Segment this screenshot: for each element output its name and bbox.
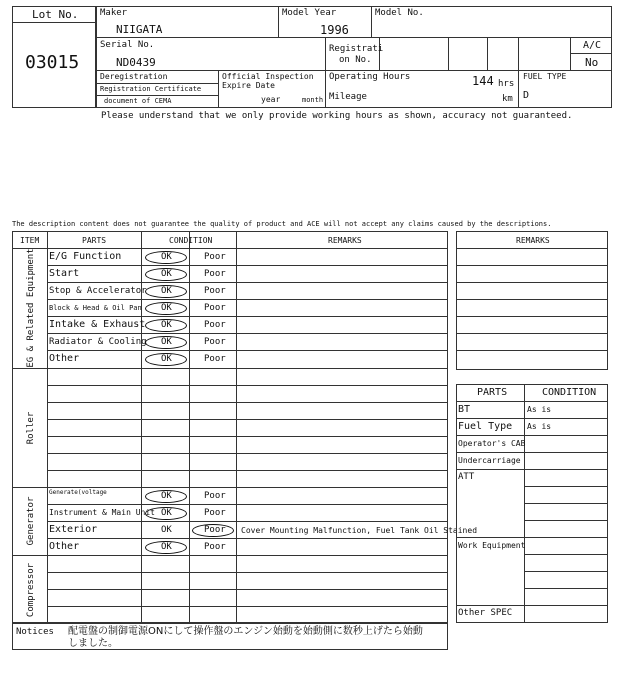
right-part-operator-cab: Operator's CAB [458,439,526,448]
header-parts: PARTS [82,236,107,245]
ac-value: No [585,56,599,69]
poor-option: Poor [204,525,226,535]
ok-option: OK [161,525,172,535]
part-start: Start [49,268,80,279]
poor-option: Poor [204,354,226,364]
part-stop-accelerator: Stop & Accelerator [49,286,147,296]
registration-label-2: on No. [339,55,372,65]
part-other-generator: Other [49,541,80,552]
serial-no-value: ND0439 [116,56,156,69]
right-part-bt: BT [458,404,471,415]
maker-label: Maker [100,8,128,18]
working-hours-note: Please understand that we only provide working hours as shown, accuracy not guaranteed. [101,111,573,121]
right-part-att: ATT [458,472,475,482]
official-inspection-label-1: Official Inspection [222,72,314,81]
right-part-other-spec: Other SPEC [458,608,513,618]
right-condition-fuel-type: As is [527,422,552,431]
maker-value: NIIGATA [116,23,163,36]
operating-hours-label: Operating Hours [329,72,411,82]
model-no-label: Model No. [375,8,424,18]
ac-label: A/C [583,40,602,51]
poor-option: Poor [204,491,226,501]
official-inspection-label-2: Expire Date [222,81,275,90]
notices-text-line1: 配電盤の制御電源ONにして操作盤のエンジン始動を始動側に数秒上げたら始動 [68,626,423,637]
poor-option: Poor [204,269,226,279]
poor-option: Poor [204,303,226,313]
header-item: ITEM [20,236,40,245]
part-generate-voltage: Generate(voltage [49,489,107,496]
month-label: month [302,96,324,104]
part-block-head-oil-pan: Block & Head & Oil Pan [49,304,142,312]
ok-option: OK [161,491,172,501]
poor-option: Poor [204,542,226,552]
ok-option: OK [161,252,172,262]
right-header-condition: CONDITION [542,387,597,398]
ok-option: OK [161,542,172,552]
poor-option: Poor [204,286,226,296]
ok-option: OK [161,354,172,364]
section-label-generator: Generator [26,496,36,546]
right-remarks-header: REMARKS [516,236,550,245]
header-condition: CONDITION [169,236,213,245]
mileage-label: Mileage [329,92,367,102]
hrs-label: hrs [498,79,515,89]
lot-no-value: 03015 [25,52,80,73]
deregistration-label: Deregistration [100,72,168,81]
registration-label-1: Registrati [329,44,384,54]
km-label: km [502,94,513,104]
disclaimer-text: The description content does not guarantee the quality of product and ACE will not accept any claims caused by the descriptions. [12,220,552,228]
ok-option: OK [161,286,172,296]
poor-option: Poor [204,320,226,330]
ok-option: OK [161,320,172,330]
right-part-undercarriage: Undercarriage [458,456,521,465]
right-header-parts: PARTS [477,387,508,398]
lot-no-label: Lot No. [32,8,79,21]
serial-no-label: Serial No. [100,40,155,50]
poor-option: Poor [204,337,226,347]
ok-option: OK [161,337,172,347]
section-label-roller: Roller [26,411,36,445]
poor-option: Poor [204,252,226,262]
document-of-cema-label: document of CEMA [104,97,172,105]
right-part-fuel-type: Fuel Type [458,421,513,432]
right-condition-bt: As is [527,405,552,414]
part-eg-function: E/G Function [49,251,122,262]
remark-exterior: Cover Mounting Malfunction, Fuel Tank Oil Stained [241,526,478,535]
year-label: year [261,95,281,104]
part-other-eg: Other [49,353,80,364]
header-remarks: REMARKS [328,236,362,245]
notices-label: Notices [16,627,54,637]
ok-option: OK [161,303,172,313]
ok-option: OK [161,269,172,279]
model-year-label: Model Year [282,8,337,18]
operating-hours-value: 144 [472,74,494,88]
registration-certificate-label: Registration Certificate [100,85,202,93]
part-exterior: Exterior [49,524,98,535]
poor-option: Poor [204,508,226,518]
fuel-type-value: D [523,90,530,101]
ok-option: OK [161,508,172,518]
fuel-type-label: FUEL TYPE [523,72,567,81]
part-instrument-main-unit: Instrument & Main Unit [49,508,155,517]
right-part-work-equipment: Work Equipment [458,541,526,550]
part-intake-exhaust: Intake & Exhaust [49,319,146,330]
notices-text-line2: しました。 [68,638,118,649]
model-year-value: 1996 [320,23,349,37]
section-label-eg: EG & Related Equipment [26,248,36,368]
part-radiator-cooling: Radiator & Cooling [49,337,147,347]
section-label-compressor: Compressor [26,562,36,618]
